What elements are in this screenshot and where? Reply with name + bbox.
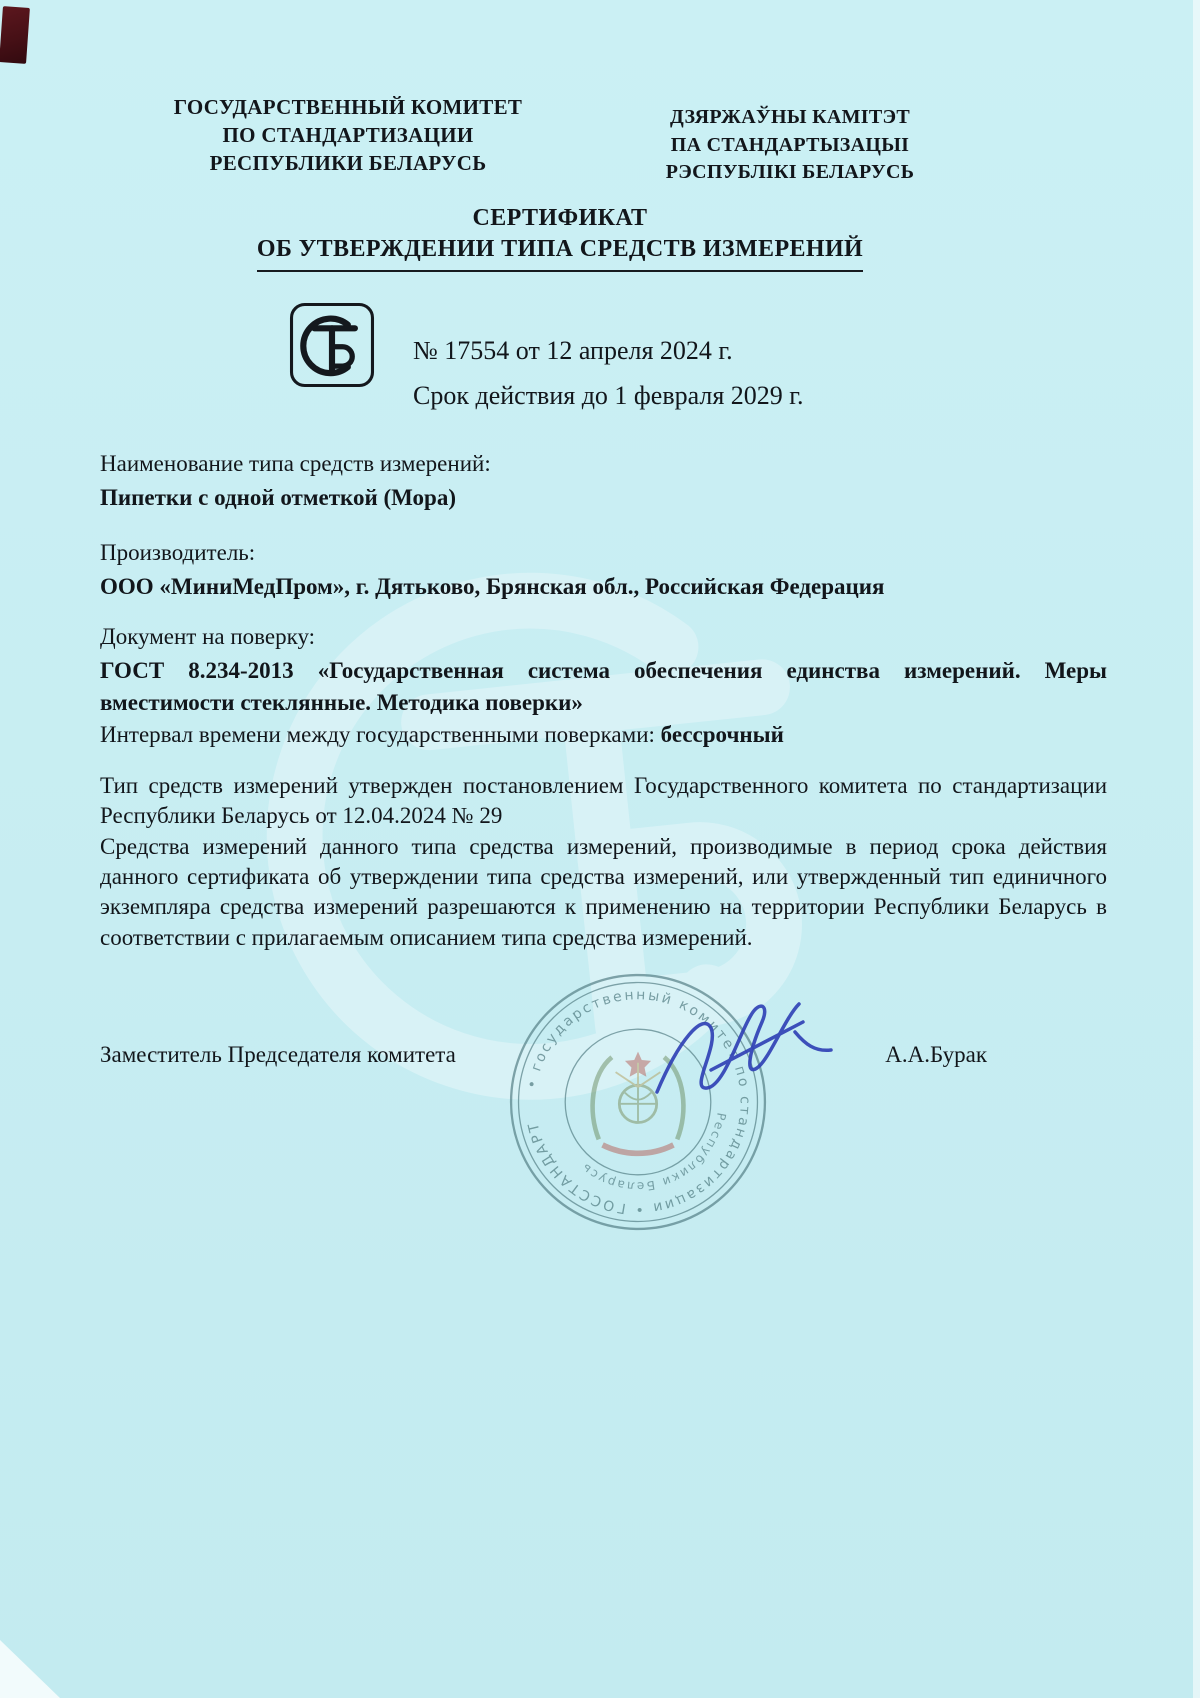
interval-label: Интервал времени между государственными поверками: (100, 722, 655, 748)
validity-paragraph: Средства измерений данного типа средства измерений, производимые в период срока действия данного сертификата об утверждении типа средства измерений, или утвержденный тип единичного экземпляра средства измерений разрешаются к применению на территории Республики Беларусь в соответствии с прилагаемым описанием типа средства измерений. (100, 833, 1107, 950)
signer-name: А.А.Бурак (885, 1042, 987, 1067)
certificate-body (100, 448, 1107, 953)
approval-paragraph: Тип средств измерений утвержден постановлением Государственного комитета по стандартизации Республики Беларусь от 12.04.2024 № 29 (100, 772, 1107, 829)
stb-mark-icon (288, 300, 376, 390)
type-value: Пипетки с одной отметкой (Мора) (100, 484, 456, 510)
page-corner-fold (0, 1640, 60, 1698)
interval-line (100, 719, 1107, 751)
interval-value: бессрочный (660, 722, 784, 748)
title-line2: ОБ УТВЕРЖДЕНИИ ТИПА СРЕДСТВ ИЗМЕРЕНИЙ (257, 234, 863, 272)
verification-doc-label: Документ на поверку: (100, 623, 316, 649)
type-label: Наименование типа средств измерений: (100, 451, 491, 476)
seal-outer-text: • государственный комитет по стандартизации • ГОССТАНДАРТ (524, 987, 753, 1217)
title-line1: СЕРТИФИКАТ (472, 205, 648, 231)
manufacturer-label: Производитель: (100, 540, 256, 566)
certificate-number: № 17554 от 12 апреля 2024 г. (413, 336, 733, 365)
verification-doc-value: ГОСТ 8.234-2013 «Государственная система обеспечения единства измерений. Меры вместимости стеклянные. Методика поверки» (100, 657, 1107, 715)
manufacturer-value: ООО «МиниМедПром», г. Дятьково, Брянская обл., Российская Федерация (100, 574, 885, 600)
signer-position: Заместитель Председателя комитета (100, 1042, 456, 1067)
header-by-line3: РЭСПУБЛІКІ БЕЛАРУСЬ (665, 161, 915, 184)
header-by-line1: ДЗЯРЖАЎНЫ КАМІТЭТ (669, 106, 911, 128)
header-ru-line3: РЕСПУБЛИКИ БЕЛАРУСЬ (209, 150, 487, 175)
header-ru-line1: ГОСУДАРСТВЕННЫЙ КОМИТЕТ (173, 95, 523, 119)
certificate-meta (413, 329, 804, 418)
header-ru (168, 94, 528, 178)
scan-edge-highlight (1193, 0, 1200, 1698)
document-title (100, 203, 1020, 272)
handwritten-signature (645, 992, 855, 1117)
certificate-validity: Срок действия до 1 февраля 2029 г. (413, 380, 804, 410)
header-by-line2: ПА СТАНДАРТЫЗАЦЫІ (670, 133, 910, 156)
scan-corner-artifact (0, 6, 30, 64)
seal-inner-text: Республики Беларусь (577, 1111, 729, 1194)
header-ru-line2: ПО СТАНДАРТИЗАЦИИ (222, 122, 474, 147)
header-by (645, 104, 935, 187)
